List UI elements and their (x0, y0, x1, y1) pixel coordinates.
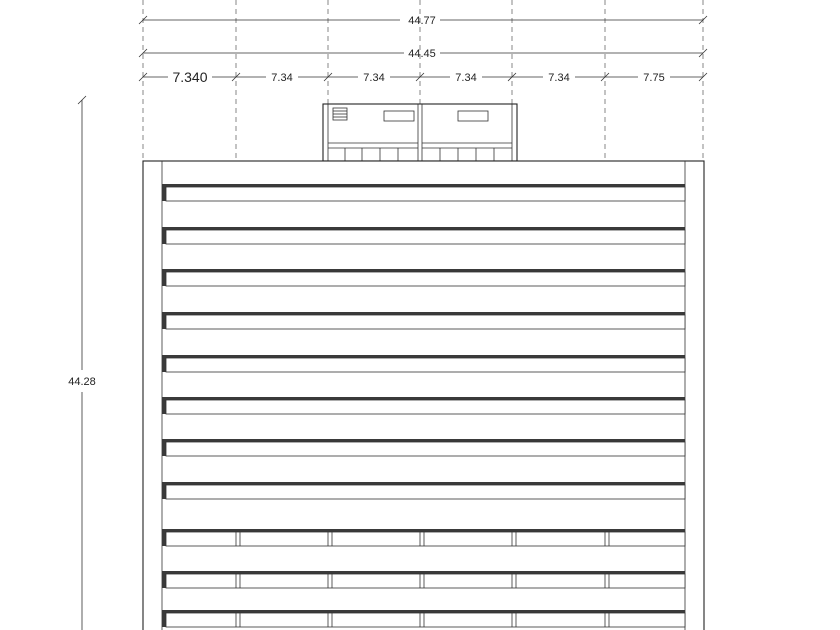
dimension-label-bay-6: 7.75 (643, 72, 665, 84)
floor-slab (162, 571, 685, 574)
balcony-rail (166, 358, 685, 372)
floor-band (162, 439, 685, 456)
floor-slab (162, 184, 685, 187)
slab-edge (162, 482, 166, 499)
floor-slab (162, 397, 685, 400)
floor-band (162, 571, 685, 588)
floor-slab (162, 529, 685, 532)
dimension-label-bay-2: 7.34 (271, 72, 293, 84)
balcony-rail (166, 613, 685, 627)
floor-band (162, 312, 685, 329)
balcony-rail (166, 574, 685, 588)
balcony-rail (166, 400, 685, 414)
slab-edge (162, 184, 166, 201)
floor-slab (162, 439, 685, 442)
dimension-label-overall-inner: 44.45 (408, 48, 436, 60)
balcony-rail (166, 230, 685, 244)
balcony-rail (166, 485, 685, 499)
floor-band (162, 227, 685, 244)
floor-band (162, 397, 685, 414)
rooftop-penthouse (323, 104, 517, 161)
floor-band (162, 482, 685, 499)
balcony-rail (166, 272, 685, 286)
slab-edge (162, 529, 166, 546)
dimension-label-height: 44.28 (68, 376, 96, 388)
balcony-rail (166, 187, 685, 201)
slab-edge (162, 610, 166, 627)
balcony-rail (166, 442, 685, 456)
dimension-overall-top (139, 15, 707, 27)
dimension-label-overall-top: 44.77 (408, 15, 436, 27)
floor-band (162, 269, 685, 286)
floor-slab (162, 227, 685, 230)
dimension-label-bay-4: 7.34 (455, 72, 477, 84)
dimension-height (68, 96, 96, 630)
floor-slab (162, 482, 685, 485)
floor-slab (162, 610, 685, 613)
dimension-bays (139, 69, 707, 85)
floor-band (162, 529, 685, 546)
slab-edge (162, 312, 166, 329)
floor-slab (162, 269, 685, 272)
slab-edge (162, 269, 166, 286)
slab-edge (162, 439, 166, 456)
floor-slab (162, 355, 685, 358)
floor-band (162, 355, 685, 372)
slab-edge (162, 227, 166, 244)
building-facade (143, 161, 704, 630)
balcony-rail (166, 532, 685, 546)
dimension-label-bay-5: 7.34 (548, 72, 570, 84)
floor-band (162, 610, 685, 627)
dimension-label-bay-1: 7.340 (172, 69, 208, 85)
slab-edge (162, 397, 166, 414)
slab-edge (162, 571, 166, 588)
dimension-label-bay-3: 7.34 (363, 72, 385, 84)
balcony-rail (166, 315, 685, 329)
floor-slab (162, 312, 685, 315)
floor-band (162, 184, 685, 201)
dimension-overall-inner (139, 48, 707, 60)
slab-edge (162, 355, 166, 372)
